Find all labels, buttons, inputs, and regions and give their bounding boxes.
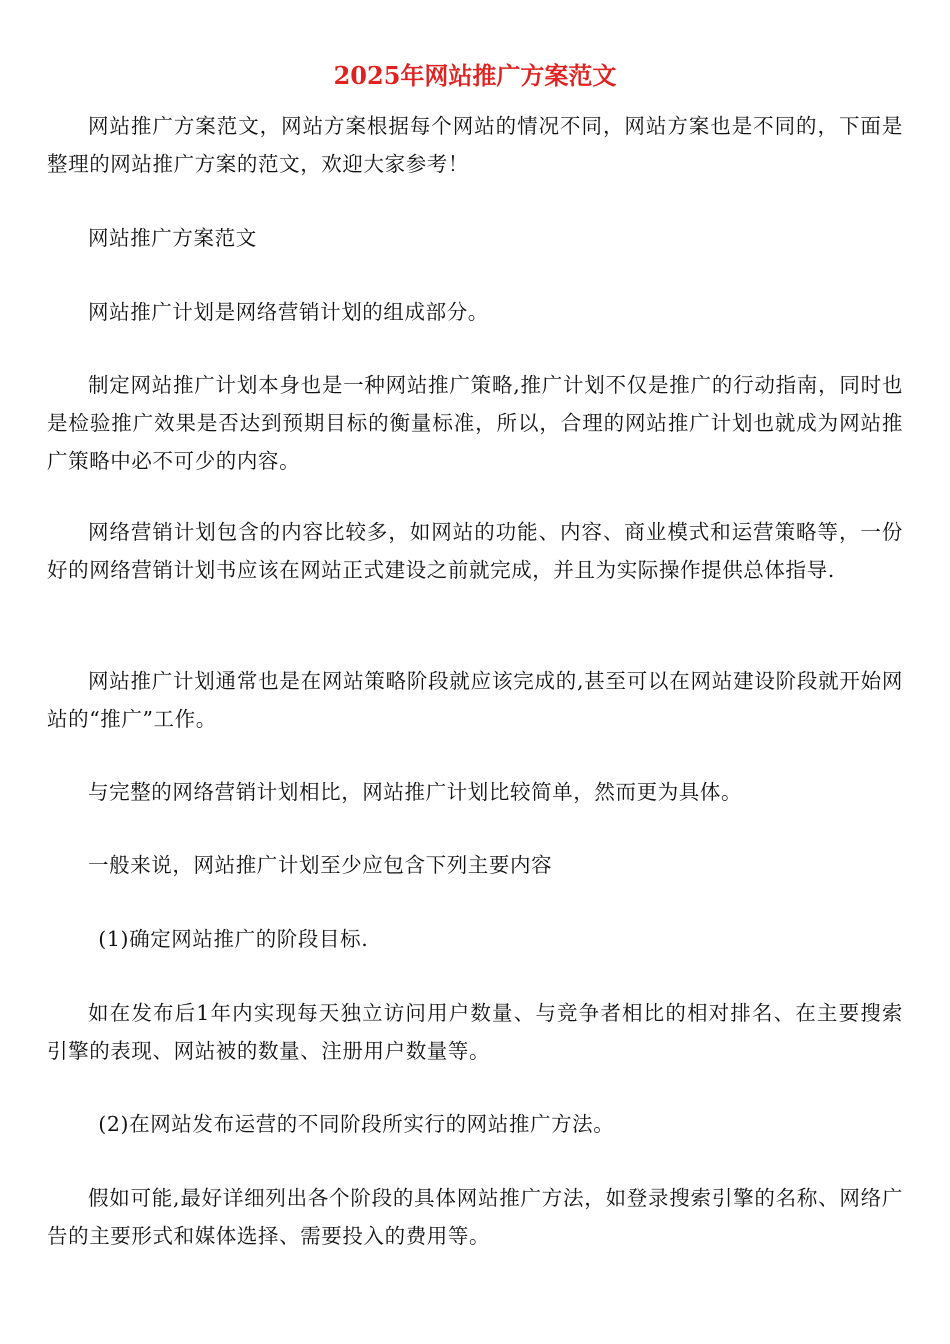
- page-title: 2025年网站推广方案范文: [333, 61, 617, 90]
- list-item: (1)确定网站推广的阶段目标.: [98, 927, 369, 951]
- paragraph: 网络营销计划包含的内容比较多，如网站的功能、内容、商业模式和运营策略等，一份好的网络营销计划书应该在网站正式建设之前就完成，并且为实际操作提供总体指导.: [47, 520, 903, 582]
- paragraph: 制定网站推广计划本身也是一种网站推广策略,推广计划不仅是推广的行动指南，同时也是检验推广效果是否达到预期目标的衡量标准，所以，合理的网站推广计划也就成为网站推广策略中必不可少的内容。: [47, 373, 903, 473]
- paragraph: 一般来说，网站推广计划至少应包含下列主要内容: [88, 853, 553, 877]
- section-heading: 网站推广方案范文: [88, 226, 257, 250]
- paragraph: 网站推广计划通常也是在网站策略阶段就应该完成的,甚至可以在网站建设阶段就开始网站的“推广”工作。: [47, 669, 903, 731]
- intro-paragraph: 网站推广方案范文，网站方案根据每个网站的情况不同，网站方案也是不同的，下面是整理的网站推广方案的范文，欢迎大家参考！: [47, 114, 903, 176]
- list-item: (2)在网站发布运营的不同阶段所实行的网站推广方法。: [98, 1112, 615, 1136]
- paragraph: 如在发布后1年内实现每天独立访问用户数量、与竞争者相比的相对排名、在主要搜索引擎的表现、网站被的数量、注册用户数量等。: [47, 1001, 903, 1063]
- paragraph: 网站推广计划是网络营销计划的组成部分。: [88, 300, 489, 324]
- paragraph: 与完整的网络营销计划相比，网站推广计划比较简单，然而更为具体。: [88, 780, 743, 804]
- paragraph: 假如可能,最好详细列出各个阶段的具体网站推广方法，如登录搜索引擎的名称、网络广告的主要形式和媒体选择、需要投入的费用等。: [47, 1186, 903, 1248]
